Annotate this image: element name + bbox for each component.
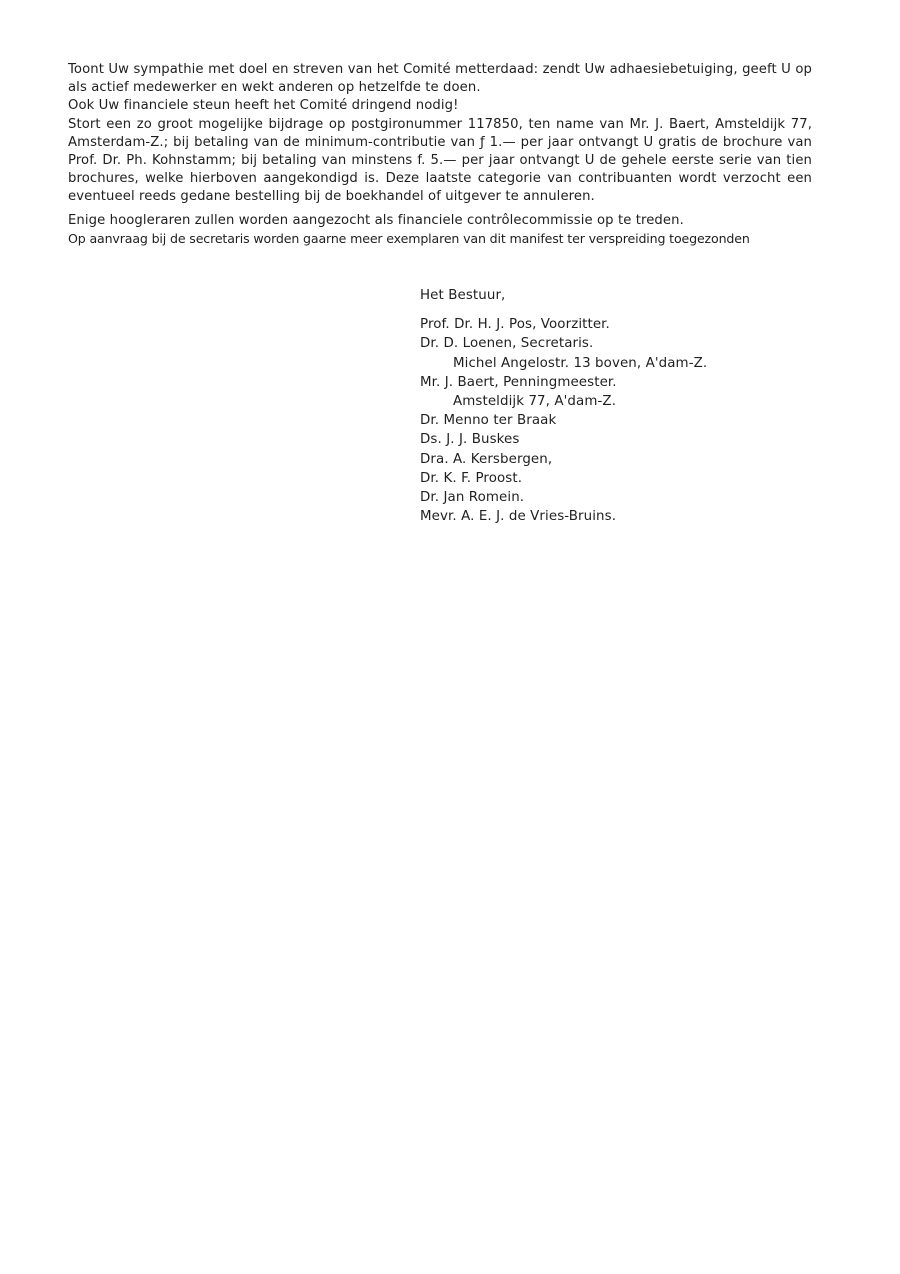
board-member-chairman: Prof. Dr. H. J. Pos, Voorzitter.	[420, 317, 610, 333]
board-member-treasurer: Mr. J. Baert, Penningmeester.	[420, 374, 617, 390]
secretary-address: Michel Angelostr. 13 boven, A'dam-Z.	[453, 355, 708, 371]
copies-request-paragraph: Op aanvraag bij de secretaris worden gaarne meer exemplaren van dit manifest ter verspreiding toegezonden	[68, 230, 750, 246]
contribution-paragraph: Stort een zo groot mogelijke bijdrage op postgironummer 117850, ten name van Mr. J. Baert, Amsteldijk 77, Amsterdam-Z.; bij betaling van de minimum-contributie van ƒ 1.— per jaar ontvangt U gratis de brochure van Prof. Dr. Ph. Kohnstamm; bij betaling van minstens f. 5.— per jaar ontvangt U de gehele eerste serie van tien brochures, welke hierboven aangekondigd is. Deze laatste categorie van contribuanten wordt verzocht een eventueel reeds gedane bestelling bij de boekhandel of uitgever te annuleren.	[68, 116, 812, 205]
board-member: Ds. J. J. Buskes	[420, 432, 520, 448]
board-heading: Het Bestuur,	[420, 288, 506, 303]
board-member: Dr. Menno ter Braak	[420, 413, 557, 429]
board-member: Dr. Jan Romein.	[420, 490, 525, 506]
manifest-body	[68, 61, 812, 248]
board-signature-block	[420, 286, 780, 526]
control-committee-paragraph: Enige hoogleraren zullen worden aangezocht als financiele contrôlecommissie op te treden.	[68, 212, 684, 228]
board-member: Dr. K. F. Proost.	[420, 470, 523, 486]
financial-support-paragraph: Ook Uw financiele steun heeft het Comité dringend nodig!	[68, 98, 459, 114]
treasurer-address: Amsteldijk 77, A'dam-Z.	[453, 394, 617, 410]
board-member: Mevr. A. E. J. de Vries-Bruins.	[420, 509, 617, 525]
appeal-paragraph: Toont Uw sympathie met doel en streven van het Comité metterdaad: zendt Uw adhaesiebetuiging, geeft U op als actief medewerker en wekt anderen op hetzelfde te doen.	[68, 62, 812, 96]
board-member: Dra. A. Kersbergen,	[420, 451, 553, 467]
board-member-secretary: Dr. D. Loenen, Secretaris.	[420, 336, 594, 352]
